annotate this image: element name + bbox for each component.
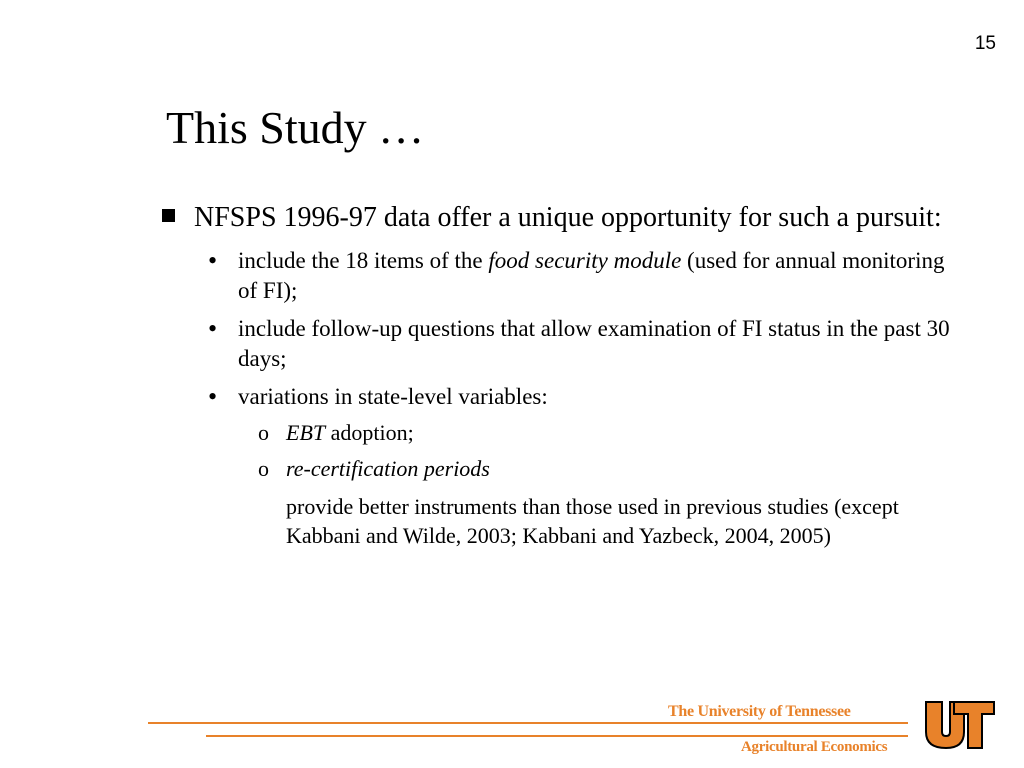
sub-sub-bullet-italic: re-certification periods — [286, 456, 490, 481]
sub-bullet-text: (used for annual monitoring of FI); — [238, 248, 945, 303]
sub-bullet-food-security — [194, 246, 950, 306]
sub-sub-bullet-text: adoption; — [325, 420, 414, 445]
sub-bullet-variations — [194, 382, 950, 412]
round-bullet-icon: • — [208, 314, 218, 343]
sub-bullet-italic: food security module — [488, 248, 682, 273]
round-bullet-icon: • — [208, 382, 218, 411]
circle-bullet-icon: o — [258, 456, 269, 481]
instrument-note: provide better instruments than those used in previous studies (except Kabbani and Wilde, 2003; Kabbani and Yazbeck, 2004, 2005) — [286, 494, 899, 548]
main-bullet — [160, 200, 950, 236]
sub-sub-bullet-recertification — [258, 454, 950, 484]
square-bullet-icon — [162, 209, 175, 222]
sub-bullet-text: variations in state-level variables: — [238, 384, 548, 409]
slide-content — [160, 200, 950, 550]
sub-bullet-text: include follow-up questions that allow examination of FI status in the past 30 days; — [238, 316, 950, 371]
sub-bullet-follow-up — [194, 314, 950, 374]
sub-bullet-text: include the 18 items of the — [238, 248, 489, 273]
footer-divider-top — [148, 722, 908, 724]
slide-title: This Study … — [166, 102, 425, 153]
slide-number: 15 — [974, 33, 996, 54]
ut-logo-icon — [924, 698, 996, 752]
sub-sub-bullet-ebt — [258, 418, 950, 448]
circle-bullet-icon: o — [258, 420, 269, 445]
round-bullet-icon: • — [208, 246, 218, 275]
footer-divider-bottom — [206, 735, 908, 737]
sub-sub-bullet-italic: EBT — [286, 420, 326, 445]
footer-university: The University of Tennessee — [668, 703, 851, 720]
main-bullet-text: NFSPS 1996-97 data offer a unique opportunity for such a pursuit: — [194, 202, 942, 233]
footer-department: Agricultural Economics — [741, 739, 888, 755]
